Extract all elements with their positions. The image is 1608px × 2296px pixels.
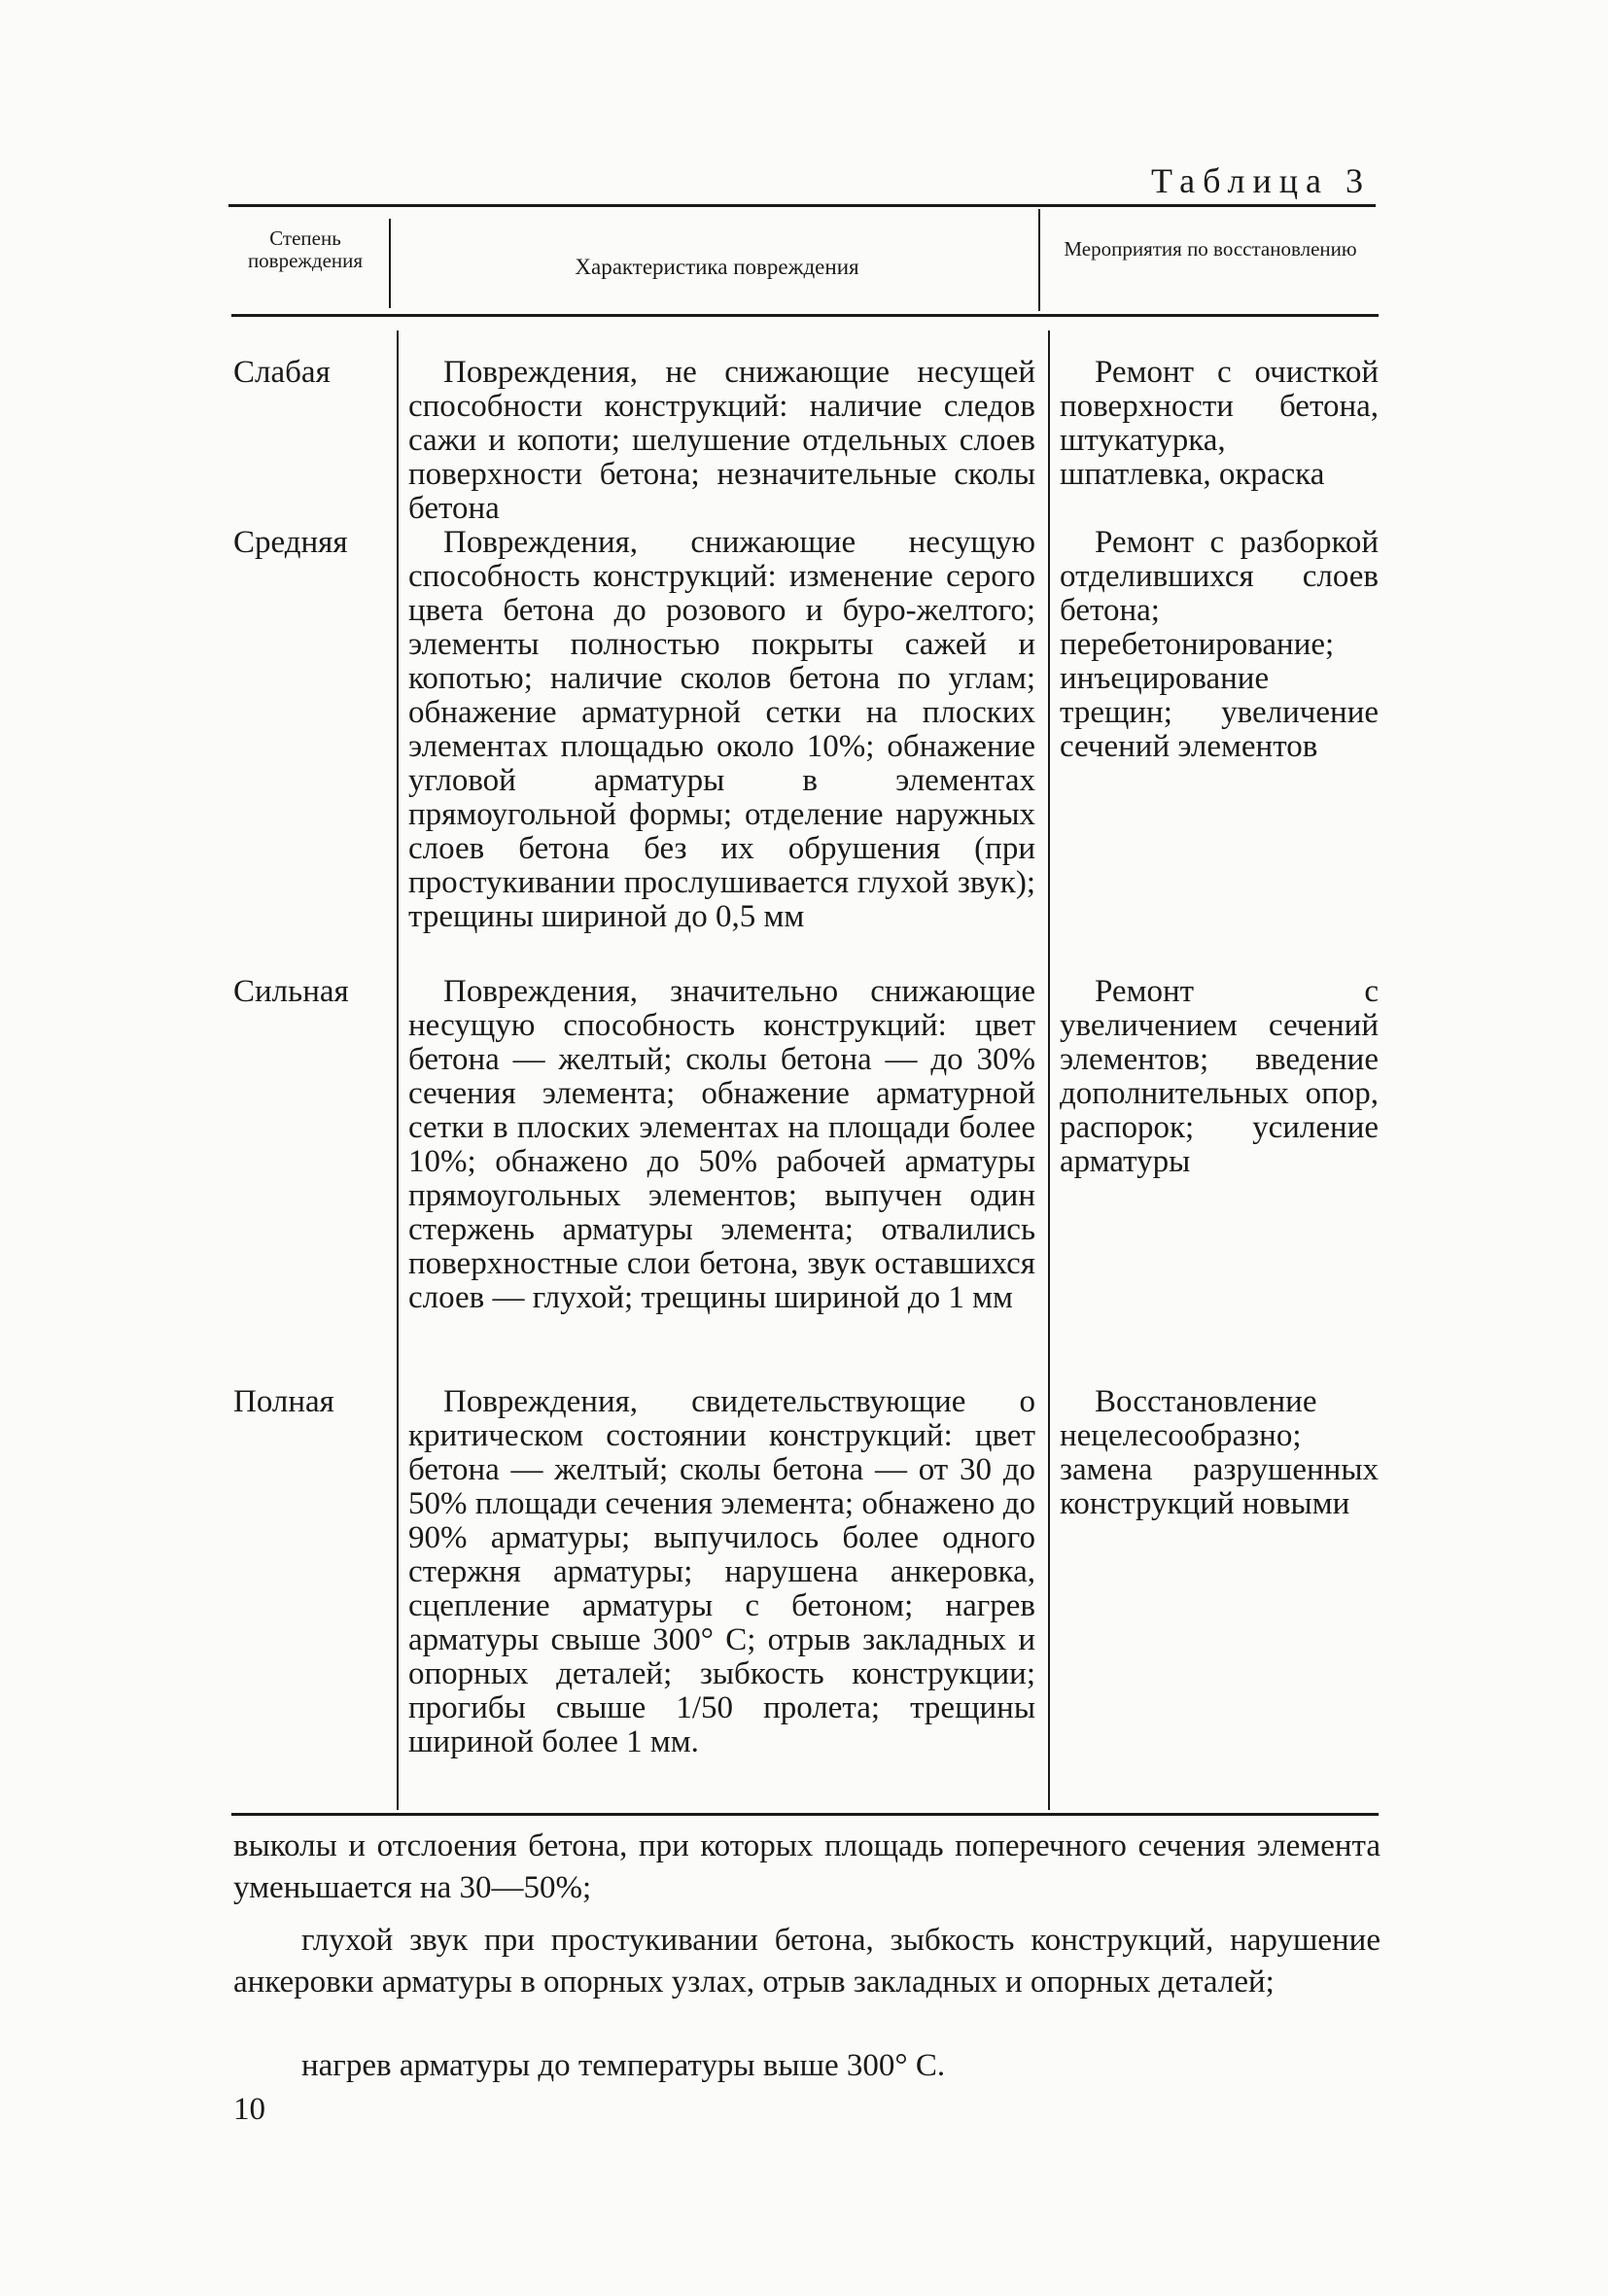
row-4-measures: Восстановление нецелесообразно; замена разрушенных конструкций новыми [1060,1384,1379,1521]
row-3-characteristic: Повреждения, значительно снижающие несущую способность конструкций: цвет бетона — желтый; сколы бетона — до 30% сечения элемента; обнажение арматурной сетки в плоских элементах на площади более 10%; обнажено до 50% рабочей арматуры прямоугольных элементов; выпучен один стержень арматуры элемента; отвалились поверхностные слои бетона, звук оставшихся слоев — глухой; трещины шириной до 1 мм [408,974,1035,1315]
row-3-measures: Ремонт с увеличением сечений элементов; введение дополнительных опор, распорок; усиление арматуры [1060,974,1379,1179]
row-4-degree: Полная [233,1384,334,1419]
header-bottom-rule [231,314,1379,317]
row-1-measures: Ремонт с очисткой поверхности бетона, штукатурка, шпатлевка, окраска [1060,355,1379,492]
page-number: 10 [233,2092,265,2127]
body-paragraph-1: выколы и отслоения бетона, при которых площадь поперечного сечения элемента уменьшается на 30—50%; [233,1828,1381,1905]
row-3-degree: Сильная [233,974,349,1009]
row-4-characteristic: Повреждения, свидетельствующие о критическом состоянии конструкций: цвет бетона — желтый; сколы бетона — от 30 до 50% площади сечения элемента; обнажено до 90% арматуры; выпучилось более одного стержня арматуры; нарушена анкеровка, сцепление арматуры с бетоном; нагрев арматуры свыше 300° С; отрыв закладных и опорных деталей; зыбкость конструкции; прогибы свыше 1/50 пролета; трещины шириной более 1 мм. [408,1384,1035,1759]
header-measures: Мероприятия по восстановлению [1064,237,1357,261]
row-2-measures: Ремонт с разборкой отделившихся слоев бетона; перебетонирование; инъецирование трещин; увеличение сечений элементов [1060,525,1379,764]
header-degree: Степень повреждения [247,226,364,272]
body-paragraph-2: глухой звук при простукивании бетона, зыбкость конструкций, нарушение анкеровки арматуры в опорных узлах, отрыв закладных и опорных деталей; [233,1923,1381,2000]
body-paragraph-3: нагрев арматуры до температуры выше 300° С. [301,2048,946,2083]
table-top-rule [228,204,1376,207]
header-divider-2 [1038,209,1040,311]
row-2-degree: Средняя [233,525,348,560]
header-divider-1 [389,219,391,308]
row-2-characteristic: Повреждения, снижающие несущую способность конструкций: изменение серого цвета бетона до розового и буро-желтого; элементы полностью покрыты сажей и копотью; наличие сколов бетона по углам; обнажение арматурной сетки на плоских элементах площадью около 10%; обнажение угловой арматуры в элементах прямоугольной формы; отделение наружных слоев бетона без их обрушения (при простукивании прослушивается глухой звук); трещины шириной до 0,5 мм [408,525,1035,934]
row-1-characteristic: Повреждения, не снижающие несущей способности конструкций: наличие следов сажи и копоти; шелушение отдельных слоев поверхности бетона; незначительные сколы бетона [408,355,1035,526]
column-divider-2 [1048,330,1050,1810]
header-characteristic: Характеристика повреждения [575,255,859,279]
table-bottom-rule [231,1813,1379,1816]
table-caption: Таблица 3 [1151,161,1371,200]
row-1-degree: Слабая [233,355,331,390]
